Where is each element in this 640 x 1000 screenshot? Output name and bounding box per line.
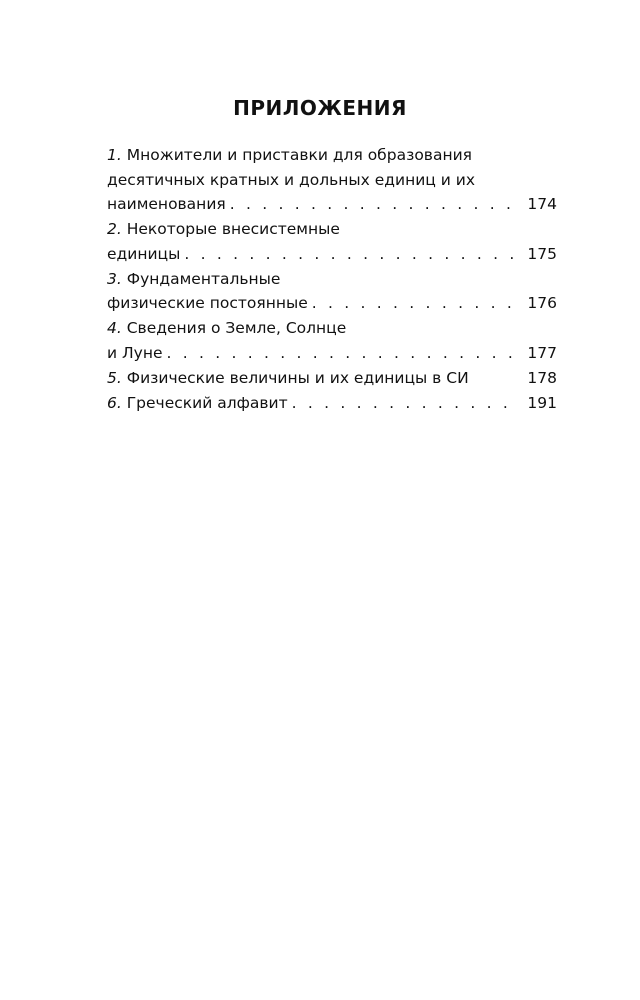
toc-entry-line (107, 341, 557, 366)
toc-entry-title: Физические величины и их единицы в СИ (126, 368, 469, 387)
toc-entry-line: 1. Множители и приставки для образования (107, 146, 472, 164)
toc-entry[interactable] (107, 267, 557, 316)
toc-entry-line (107, 192, 557, 217)
dot-leader (230, 192, 517, 217)
toc-entry-line: десятичных кратных и дольных единиц и их (107, 170, 476, 189)
toc-entry-page: 175 (527, 244, 557, 263)
table-of-contents (107, 143, 557, 416)
toc-entry-title: Сведения о Земле, Солнце (126, 319, 347, 337)
toc-entry-number: 1 (107, 146, 117, 164)
toc-entry-line (107, 291, 557, 316)
dot-leader (292, 391, 517, 416)
page-title: ПРИЛОЖЕНИЯ (233, 96, 407, 120)
toc-entry-number: 2 (107, 220, 117, 238)
toc-entry[interactable] (107, 217, 557, 266)
toc-entry-page: 178 (527, 368, 557, 387)
toc-entry-number: 4 (107, 319, 117, 337)
toc-entry[interactable] (107, 366, 557, 391)
toc-entry-line: 2. Некоторые внесистемные (107, 220, 340, 238)
dot-leader (312, 291, 517, 316)
toc-entry-line: 5. Физические величины и их единицы в СИ 178 (107, 366, 557, 391)
dot-leader (167, 341, 518, 366)
toc-entry-number: 5 (107, 368, 117, 387)
toc-entry-line (107, 242, 557, 267)
toc-entry-title: наименования (107, 195, 226, 213)
toc-entry-page: 176 (527, 294, 557, 312)
toc-entry-title: Фундаментальные (126, 269, 281, 288)
toc-entry-title: Множители и приставки для образования (126, 146, 472, 164)
toc-entry-line: 4. Сведения о Земле, Солнце (107, 319, 347, 337)
toc-entry-line: 3. Фундаментальные (107, 269, 281, 288)
toc-entry[interactable] (107, 391, 557, 416)
toc-entry-title: физические постоянные (107, 294, 308, 312)
toc-entry-title: и Луне (107, 343, 163, 362)
toc-entry-page: 174 (527, 195, 557, 213)
toc-entry-page: 191 (527, 393, 557, 412)
toc-entry[interactable] (107, 316, 557, 365)
toc-entry[interactable] (107, 143, 557, 217)
dot-leader (184, 242, 517, 267)
toc-entry-line: 6. Греческий алфавит . . . 191 (107, 391, 557, 416)
toc-entry-number: 3 (107, 269, 117, 288)
toc-entry-title: Греческий алфавит (126, 393, 288, 412)
toc-entry-page: 177 (527, 343, 557, 362)
toc-entry-title: единицы (107, 244, 181, 263)
toc-entry-title: Некоторые внесистемные (126, 220, 340, 238)
toc-entry-number: 6 (107, 393, 117, 412)
